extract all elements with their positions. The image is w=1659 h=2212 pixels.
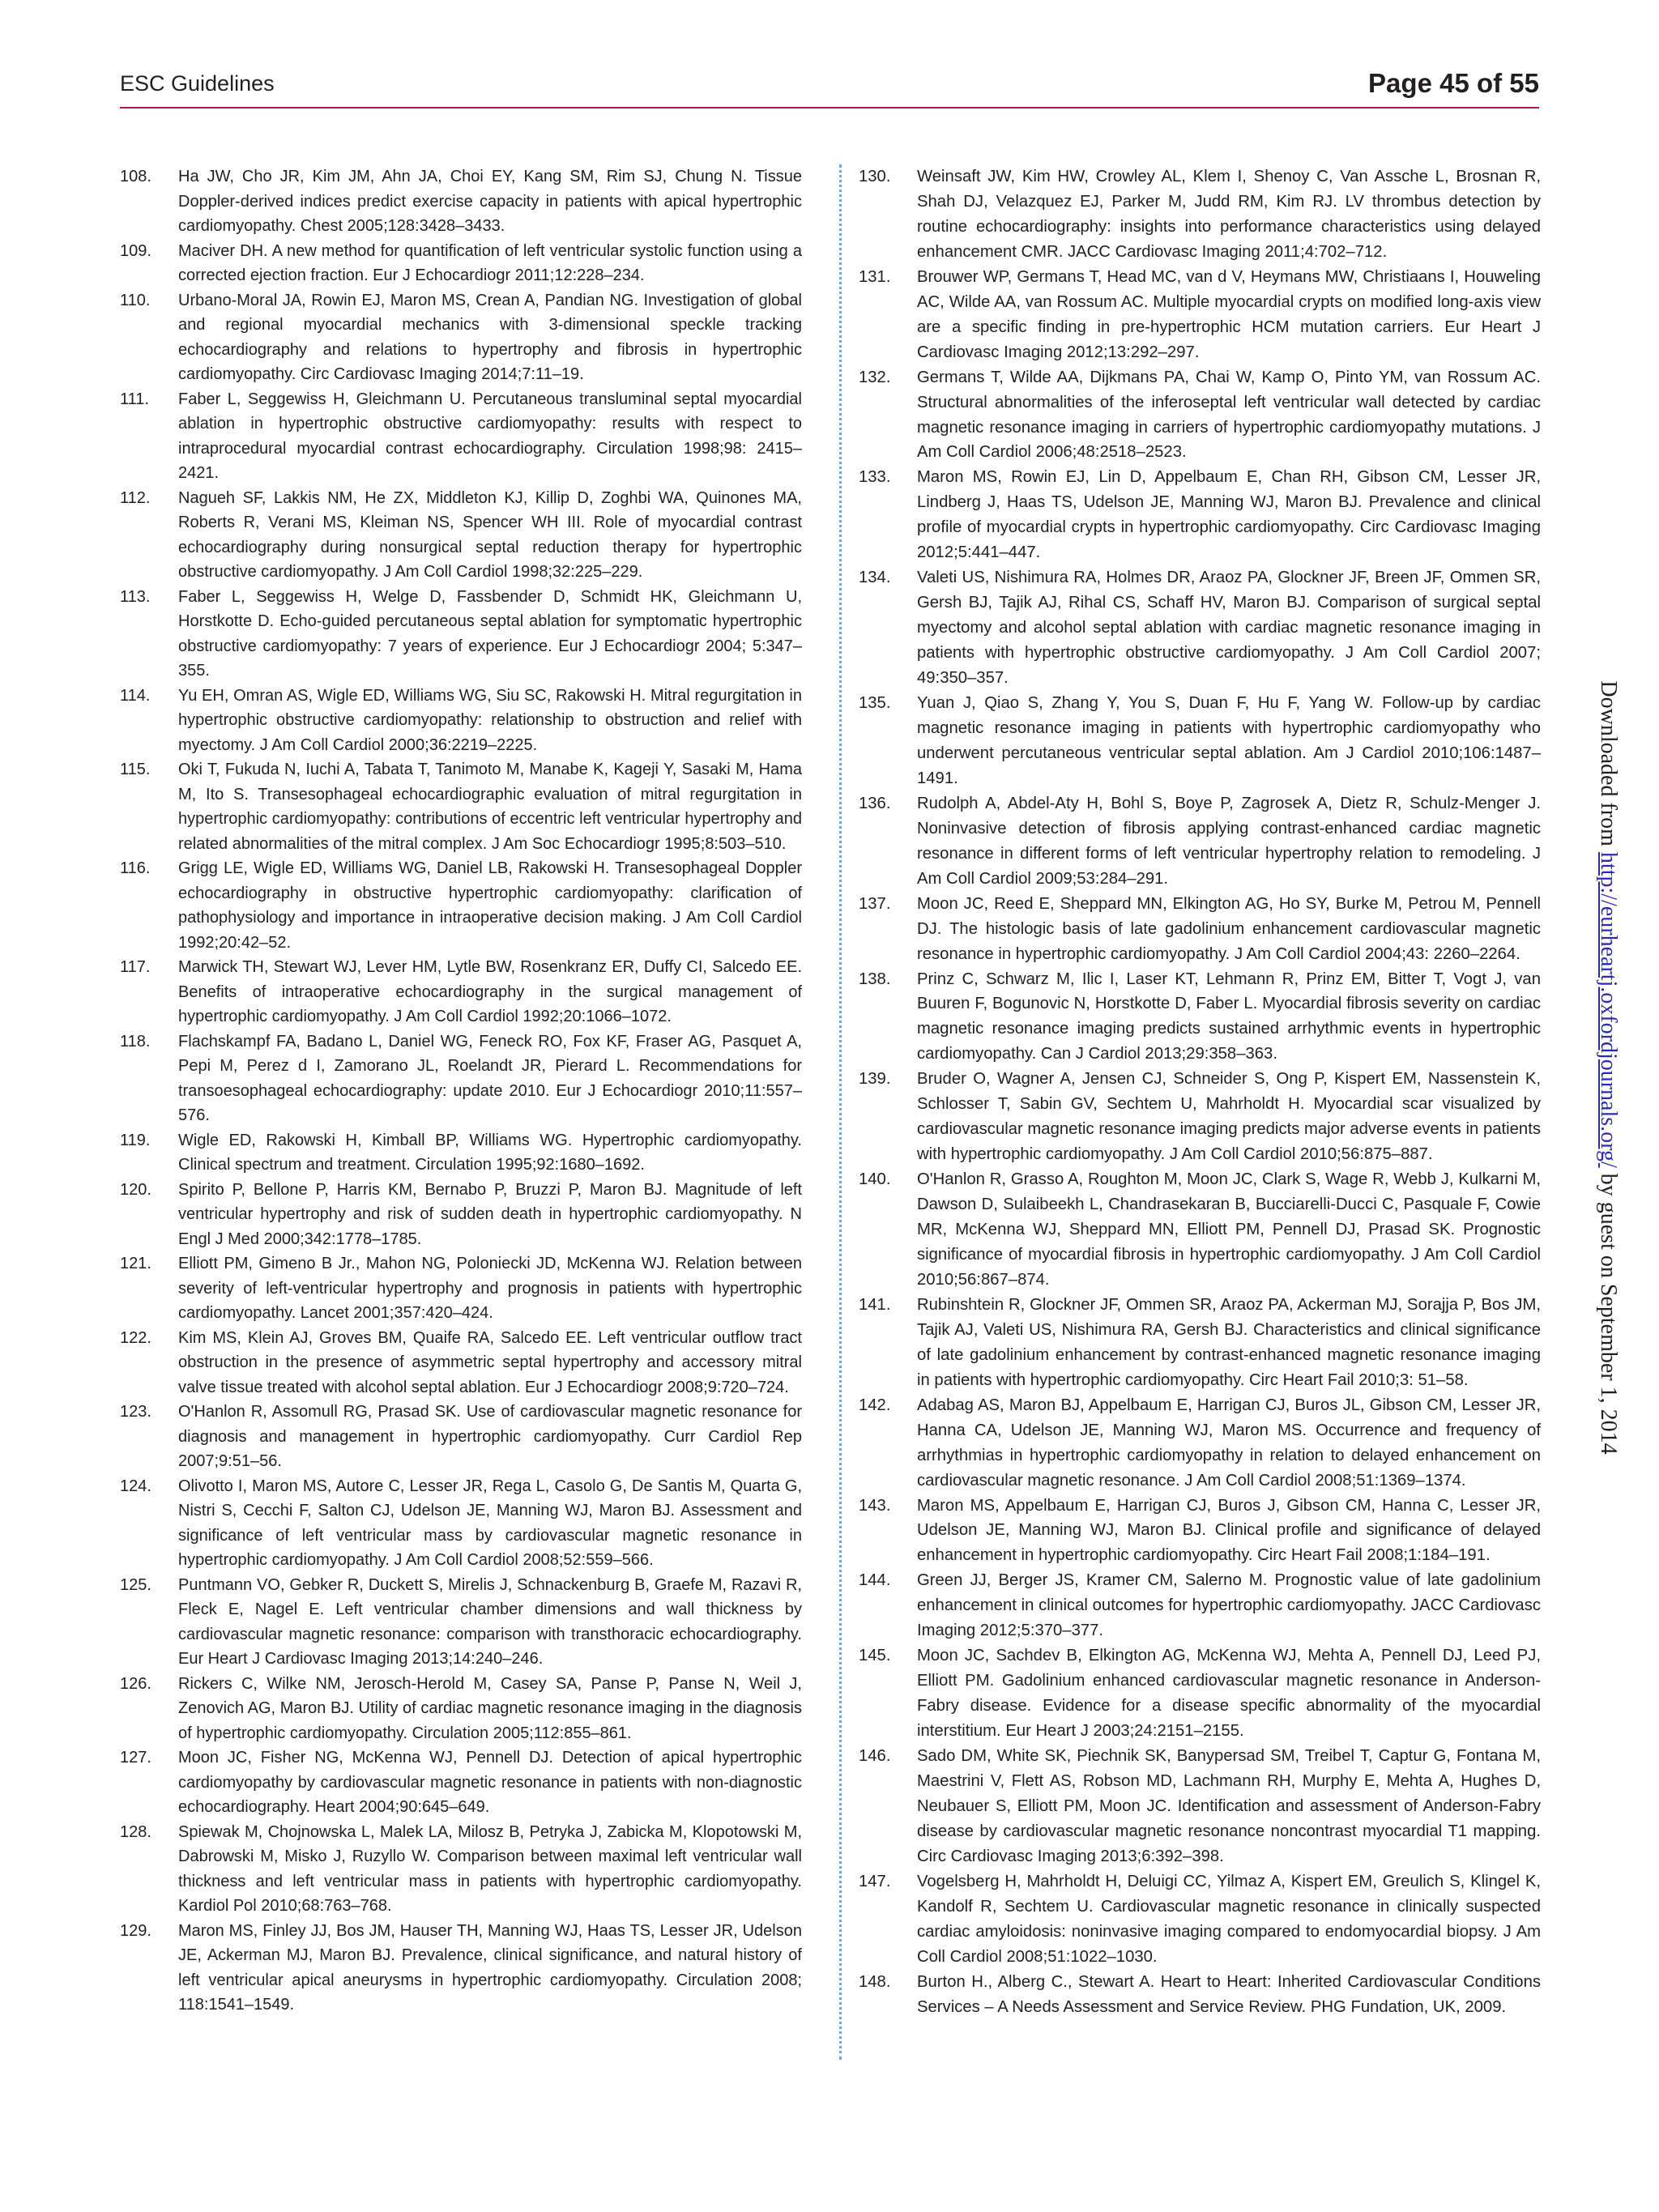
reference-item bbox=[120, 1326, 802, 1400]
reference-number: 110. bbox=[120, 291, 151, 309]
references-left-column bbox=[120, 164, 802, 2018]
references-right-column bbox=[859, 164, 1541, 2020]
reference-number: 117. bbox=[120, 958, 151, 976]
reference-number: 134. bbox=[859, 569, 891, 587]
reference-text: Bruder O, Wagner A, Jensen CJ, Schneider S, Ong P, Kispert EM, Nassenstein K, Schlosser T, Sabin GV, Sechtem U, Mahrholdt H. Myocardial scar visualized by cardiovascular magnetic resonance imaging predicts major adverse events in patients with hypertrophic cardiomyopathy. J Am Coll Cardiol 2010;56:875–887. bbox=[917, 1070, 1541, 1164]
reference-item bbox=[120, 387, 802, 486]
reference-item bbox=[120, 585, 802, 684]
reference-number: 125. bbox=[120, 1575, 151, 1594]
reference-item bbox=[859, 365, 1541, 466]
reference-item bbox=[120, 239, 802, 288]
reference-item bbox=[859, 1393, 1541, 1494]
reference-item bbox=[120, 1178, 802, 1252]
reference-text: Moon JC, Fisher NG, McKenna WJ, Pennell DJ. Detection of apical hypertrophic cardiomyopathy by cardiovascular magnetic resonance in patients with non-diagnostic echocardiography. Heart 2004;90:645–649. bbox=[178, 1749, 802, 1816]
header-rule bbox=[120, 107, 1539, 109]
reference-text: Rubinshtein R, Glockner JF, Ommen SR, Araoz PA, Ackerman MJ, Sorajja P, Bos JM, Tajik AJ, Valeti US, Nishimura RA, Gersh BJ. Characteristics and clinical significance of late gadolinium enhancement by contrast-enhanced magnetic resonance imaging in patients with hypertrophic cardiomyopathy. Circ Heart Fail 2010;3: 51–58. bbox=[917, 1295, 1541, 1389]
reference-number: 118. bbox=[120, 1032, 151, 1051]
reference-item bbox=[859, 164, 1541, 265]
reference-item bbox=[120, 757, 802, 856]
reference-number: 112. bbox=[120, 488, 151, 507]
reference-item bbox=[120, 164, 802, 239]
reference-text: Maron MS, Finley JJ, Bos JM, Hauser TH, Manning WJ, Haas TS, Lesser JR, Udelson JE, Ackerman MJ, Maron BJ. Prevalence, clinical significance, and natural history of left ventricular apical aneurysms in hypertrophic cardiomyopathy. Circulation 2008; 118:1541–1549. bbox=[178, 1921, 802, 2014]
reference-item bbox=[859, 791, 1541, 892]
reference-number: 123. bbox=[120, 1403, 151, 1421]
reference-number: 142. bbox=[859, 1396, 891, 1414]
reference-number: 116. bbox=[120, 859, 151, 877]
reference-item bbox=[859, 1293, 1541, 1393]
reference-item bbox=[859, 265, 1541, 365]
reference-number: 122. bbox=[120, 1328, 151, 1347]
reference-item bbox=[859, 1643, 1541, 1744]
reference-item bbox=[120, 1128, 802, 1178]
reference-text: Kim MS, Klein AJ, Groves BM, Quaife RA, Salcedo EE. Left ventricular outflow tract obstruction in the presence of asymmetric septal hypertrophy and accessory mitral valve tissue treated with alcohol septal ablation. Eur J Echocardiogr 2008;9:720–724. bbox=[178, 1328, 802, 1396]
reference-item bbox=[859, 691, 1541, 791]
reference-number: 132. bbox=[859, 368, 891, 386]
reference-number: 108. bbox=[120, 168, 151, 185]
page-number: Page 45 of 55 bbox=[1368, 68, 1539, 98]
reference-text: Oki T, Fukuda N, Iuchi A, Tabata T, Tanimoto M, Manabe K, Kageji Y, Sasaki M, Hama M, Ito S. Transesophageal echocardiographic evaluation of mitral regurgitation in hypertrophic cardiomyopathy: contributions of eccentric left ventricular hypertrophy and related abnormalities of the mitral complex. J Am Soc Echocardiogr 1995;8:503–510. bbox=[178, 761, 802, 853]
download-notice-prefix: Downloaded from bbox=[1596, 680, 1621, 852]
reference-text: Elliott PM, Gimeno B Jr., Mahon NG, Poloniecki JD, McKenna WJ. Relation between severity of left-ventricular hypertrophy and prognosis in patients with hypertrophic cardiomyopathy. Lancet 2001;357:420–424. bbox=[178, 1255, 802, 1322]
reference-item bbox=[120, 1672, 802, 1746]
reference-text: Prinz C, Schwarz M, Ilic I, Laser KT, Lehmann R, Prinz EM, Bitter T, Vogt J, van Buuren F, Bogunovic N, Horstkotte D, Faber L. Myocardial fibrosis severity on cardiac magnetic resonance imaging predicts sustained arrhythmic events in hypertrophic cardiomyopathy. Can J Cardiol 2013;29:358–363. bbox=[917, 970, 1541, 1063]
reference-text: Spirito P, Bellone P, Harris KM, Bernabo P, Bruzzi P, Maron BJ. Magnitude of left ventricular hypertrophy and risk of sudden death in hypertrophic cardiomyopathy. N Engl J Med 2000;342:1778–1785. bbox=[178, 1180, 802, 1248]
reference-item bbox=[859, 967, 1541, 1068]
reference-number: 120. bbox=[120, 1180, 151, 1199]
reference-text: Marwick TH, Stewart WJ, Lever HM, Lytle BW, Rosenkranz ER, Duffy CI, Salcedo EE. Benefits of intraoperative echocardiography in the surgical management of hypertrophic cardiomyopathy. J Am Coll Cardiol 1992;20:1066–1072. bbox=[178, 958, 802, 1025]
reference-number: 126. bbox=[120, 1674, 151, 1693]
reference-number: 113. bbox=[120, 587, 151, 606]
reference-text: Faber L, Seggewiss H, Gleichmann U. Percutaneous transluminal septal myocardial ablation in hypertrophic obstructive cardiomyopathy: results with respect to intraprocedural myocardial contrast echocardiography. Circulation 1998;98: 2415–2421. bbox=[178, 390, 802, 482]
reference-text: Spiewak M, Chojnowska L, Malek LA, Milosz B, Petryka J, Zabicka M, Klopotowski M, Dabrowski M, Misko J, Ruzyllo W. Comparison between maximal left ventricular wall thickness and left ventricular mass in patients with hypertrophic cardiomyopathy. Kardiol Pol 2010;68:763–768. bbox=[178, 1822, 802, 1915]
reference-text: Green JJ, Berger JS, Kramer CM, Salerno M. Prognostic value of late gadolinium enhancement in clinical outcomes for hypertrophic cardiomyopathy. JACC Cardiovasc Imaging 2012;5:370–377. bbox=[917, 1571, 1541, 1640]
reference-item bbox=[859, 565, 1541, 691]
reference-number: 119. bbox=[120, 1131, 151, 1149]
reference-item bbox=[120, 1474, 802, 1573]
reference-number: 139. bbox=[859, 1070, 891, 1089]
reference-text: Maron MS, Rowin EJ, Lin D, Appelbaum E, Chan RH, Gibson CM, Lesser JR, Lindberg J, Haas TS, Udelson JE, Manning WJ, Maron BJ. Prevalence and clinical profile of myocardial crypts in hypertrophic cardiomyopathy. Circ Cardiovasc Imaging 2012;5:441–447. bbox=[917, 468, 1541, 562]
reference-text: Vogelsberg H, Mahrholdt H, Deluigi CC, Yilmaz A, Kispert EM, Greulich S, Klingel K, Kandolf R, Sechtem U. Cardiovascular magnetic resonance in clinically suspected cardiac amyloidosis: noninvasive imaging compared to endomyocardial biopsy. J Am Coll Cardiol 2008;51:1022–1030. bbox=[917, 1872, 1541, 1966]
column-divider bbox=[839, 164, 842, 2060]
reference-item bbox=[120, 1400, 802, 1474]
reference-number: 124. bbox=[120, 1477, 151, 1495]
reference-item bbox=[120, 486, 802, 585]
reference-text: Rickers C, Wilke NM, Jerosch-Herold M, Casey SA, Panse P, Panse N, Weil J, Zenovich AG, Maron BJ. Utility of cardiac magnetic resonance imaging in the diagnosis of hypertrophic cardiomyopathy. Circulation 2005;112:855–861. bbox=[178, 1674, 802, 1742]
reference-number: 148. bbox=[859, 1972, 891, 1991]
reference-item bbox=[120, 1919, 802, 2018]
reference-text: Puntmann VO, Gebker R, Duckett S, Mirelis J, Schnackenburg B, Graefe M, Razavi R, Fleck E, Nagel E. Left ventricular chamber dimensions and wall thickness by cardiovascular magnetic resonance: comparison with transthoracic echocardiography. Eur Heart J Cardiovasc Imaging 2013;14:240–246. bbox=[178, 1575, 802, 1668]
reference-number: 109. bbox=[120, 241, 151, 260]
reference-number: 138. bbox=[859, 970, 891, 988]
reference-text: Nagueh SF, Lakkis NM, He ZX, Middleton KJ, Killip D, Zoghbi WA, Quinones MA, Roberts R, Verani MS, Kleiman NS, Spencer WH III. Role of myocardial contrast echocardiography during nonsurgical septal reduction therapy for hypertrophic obstructive cardiomyopathy. J Am Coll Cardiol 1998;32:225–229. bbox=[178, 488, 802, 581]
reference-text: Maron MS, Appelbaum E, Harrigan CJ, Buros J, Gibson CM, Hanna C, Lesser JR, Udelson JE, Manning WJ, Maron BJ. Clinical profile and significance of delayed enhancement in hypertrophic cardiomyopathy. Circ Heart Fail 2008;1:184–191. bbox=[917, 1496, 1541, 1565]
reference-number: 145. bbox=[859, 1647, 891, 1665]
reference-number: 147. bbox=[859, 1872, 891, 1890]
reference-text: Grigg LE, Wigle ED, Williams WG, Daniel LB, Rakowski H. Transesophageal Doppler echocardiography in obstructive hypertrophic cardiomyopathy: clarification of pathophysiology and importance in intraoperative decision making. J Am Coll Cardiol 1992;20:42–52. bbox=[178, 859, 802, 952]
reference-text: O'Hanlon R, Assomull RG, Prasad SK. Use of cardiovascular magnetic resonance for diagnosis and management in hypertrophic cardiomyopathy. Curr Cardiol Rep 2007;9:51–56. bbox=[178, 1403, 802, 1470]
reference-number: 127. bbox=[120, 1749, 151, 1767]
reference-item bbox=[120, 955, 802, 1029]
reference-item bbox=[120, 856, 802, 955]
reference-number: 144. bbox=[859, 1571, 891, 1590]
reference-text: Faber L, Seggewiss H, Welge D, Fassbender D, Schmidt HK, Gleichmann U, Horstkotte D. Echo-guided percutaneous septal ablation for symptomatic hypertrophic obstructive cardiomyopathy: 7 years of experience. Eur J Echocardiogr 2004; 5:347–355. bbox=[178, 587, 802, 680]
reference-item bbox=[120, 1251, 802, 1326]
download-notice-suffix: by guest on September 1, 2014 bbox=[1596, 1167, 1621, 1455]
reference-number: 131. bbox=[859, 267, 891, 286]
running-title: ESC Guidelines bbox=[120, 71, 275, 96]
reference-item bbox=[120, 1745, 802, 1820]
journal-link[interactable]: http://eurheartj.oxfordjournals.org/ bbox=[1596, 851, 1621, 1168]
reference-text: Olivotto I, Maron MS, Autore C, Lesser JR, Rega L, Casolo G, De Santis M, Quarta G, Nistri S, Cecchi F, Salton CJ, Udelson JE, Manning WJ, Maron BJ. Assessment and significance of left ventricular mass by cardiovascular magnetic resonance in hypertrophic cardiomyopathy. J Am Coll Cardiol 2008;52:559–566. bbox=[178, 1477, 802, 1569]
reference-item bbox=[859, 1568, 1541, 1643]
page-header bbox=[120, 68, 1539, 109]
reference-text: Moon JC, Sachdev B, Elkington AG, McKenna WJ, Mehta A, Pennell DJ, Leed PJ, Elliott PM. Gadolinium enhanced cardiovascular magnetic resonance in Anderson-Fabry disease. Evidence for a disease specific abnormality of the myocardial interstitium. Eur Heart J 2003;24:2151–2155. bbox=[917, 1647, 1541, 1741]
reference-number: 137. bbox=[859, 894, 891, 913]
reference-item bbox=[859, 465, 1541, 565]
reference-item bbox=[120, 288, 802, 387]
reference-text: Rudolph A, Abdel-Aty H, Bohl S, Boye P, Zagrosek A, Dietz R, Schulz-Menger J. Noninvasive detection of fibrosis applying contrast-enhanced cardiac magnetic resonance in different forms of left ventricular hypertrophy relation to remodeling. J Am Coll Cardiol 2009;53:284–291. bbox=[917, 794, 1541, 888]
reference-number: 135. bbox=[859, 694, 891, 713]
reference-text: Urbano-Moral JA, Rowin EJ, Maron MS, Crean A, Pandian NG. Investigation of global and regional myocardial mechanics with 3-dimensional speckle tracking echocardiography and relations to hypertrophy and fibrosis in hypertrophic cardiomyopathy. Circ Cardiovasc Imaging 2014;7:11–19. bbox=[178, 291, 802, 383]
reference-text: Burton H., Alberg C., Stewart A. Heart to Heart: Inherited Cardiovascular Conditions Services – A Needs Assessment and Service Review. PHG Fundation, UK, 2009. bbox=[917, 1972, 1541, 2016]
reference-text: O'Hanlon R, Grasso A, Roughton M, Moon JC, Clark S, Wage R, Webb J, Kulkarni M, Dawson D, Sulaibeekh L, Chandrasekaran B, Bucciarelli-Ducci C, Pasquale F, Cowie MR, McKenna WJ, Sheppard MN, Elliott PM, Pennell DJ, Prasad SK. Prognostic significance of myocardial fibrosis in hypertrophic cardiomyopathy. J Am Coll Cardiol 2010;56:867–874. bbox=[917, 1170, 1541, 1289]
reference-item bbox=[859, 1494, 1541, 1569]
reference-text: Sado DM, White SK, Piechnik SK, Banypersad SM, Treibel T, Captur G, Fontana M, Maestrini V, Flett AS, Robson MD, Lachmann RH, Murphy E, Mehta A, Hughes D, Neubauer S, Elliott PM, Moon JC. Identification and assessment of Anderson-Fabry disease by cardiovascular magnetic resonance noncontrast myocardial T1 mapping. Circ Cardiovasc Imaging 2013;6:392–398. bbox=[917, 1747, 1541, 1865]
reference-number: 111. bbox=[120, 390, 149, 408]
reference-number: 128. bbox=[120, 1822, 151, 1841]
reference-text: Weinsaft JW, Kim HW, Crowley AL, Klem I, Shenoy C, Van Assche L, Brosnan R, Shah DJ, Velazquez EJ, Parker M, Judd RM, Kim RJ. LV thrombus detection by routine echocardiography: insights into performance characteristics using delayed enhancement CMR. JACC Cardiovasc Imaging 2011;4:702–712. bbox=[917, 168, 1541, 261]
reference-number: 114. bbox=[120, 686, 151, 705]
reference-text: Adabag AS, Maron BJ, Appelbaum E, Harrigan CJ, Buros JL, Gibson CM, Lesser JR, Hanna CA, Udelson JE, Manning WJ, Maron MS. Occurrence and frequency of arrhythmias in hypertrophic cardiomyopathy in relation to delayed enhancement on cardiovascular magnetic resonance. J Am Coll Cardiol 2008;51:1369–1374. bbox=[917, 1396, 1541, 1490]
reference-item bbox=[859, 1970, 1541, 2020]
reference-text: Yu EH, Omran AS, Wigle ED, Williams WG, Siu SC, Rakowski H. Mitral regurgitation in hypertrophic obstructive cardiomyopathy: relationship to obstruction and relief with myectomy. J Am Coll Cardiol 2000;36:2219–2225. bbox=[178, 686, 802, 754]
reference-text: Brouwer WP, Germans T, Head MC, van d V, Heymans MW, Christiaans I, Houweling AC, Wilde AA, van Rossum AC. Multiple myocardial crypts on modified long-axis view are a specific finding in pre-hypertrophic HCM mutation carriers. Eur Heart J Cardiovasc Imaging 2012;13:292–297. bbox=[917, 267, 1541, 361]
reference-text: Valeti US, Nishimura RA, Holmes DR, Araoz PA, Glockner JF, Breen JF, Ommen SR, Gersh BJ, Tajik AJ, Rihal CS, Schaff HV, Maron BJ. Comparison of surgical septal myectomy and alcohol septal ablation with cardiac magnetic resonance imaging in patients with hypertrophic obstructive cardiomyopathy. J Am Coll Cardiol 2007; 49:350–357. bbox=[917, 569, 1541, 688]
reference-text: Germans T, Wilde AA, Dijkmans PA, Chai W, Kamp O, Pinto YM, van Rossum AC. Structural abnormalities of the inferoseptal left ventricular wall detected by cardiac magnetic resonance imaging in carriers of hypertrophic cardiomyopathy mutations. J Am Coll Cardiol 2006;48:2518–2523. bbox=[917, 368, 1541, 462]
reference-item bbox=[859, 1167, 1541, 1293]
reference-text: Moon JC, Reed E, Sheppard MN, Elkington AG, Ho SY, Burke M, Petrou M, Pennell DJ. The histologic basis of late gadolinium enhancement cardiovascular magnetic resonance in hypertrophic cardiomyopathy. J Am Coll Cardiol 2004;43: 2260–2264. bbox=[917, 894, 1541, 963]
reference-number: 146. bbox=[859, 1747, 891, 1766]
reference-number: 129. bbox=[120, 1921, 151, 1940]
reference-number: 121. bbox=[120, 1255, 151, 1272]
reference-item bbox=[859, 892, 1541, 967]
reference-item bbox=[859, 1869, 1541, 1970]
reference-number: 115. bbox=[120, 761, 151, 778]
reference-item bbox=[120, 1573, 802, 1672]
reference-text: Yuan J, Qiao S, Zhang Y, You S, Duan F, Hu F, Yang W. Follow-up by cardiac magnetic resonance imaging in patients with hypertrophic cardiomyopathy who underwent percutaneous ventricular septal ablation. Am J Cardiol 2010;106:1487–1491. bbox=[917, 694, 1541, 787]
reference-item bbox=[859, 1067, 1541, 1167]
reference-item bbox=[859, 1744, 1541, 1869]
reference-item bbox=[120, 1029, 802, 1128]
reference-text: Flachskampf FA, Badano L, Daniel WG, Feneck RO, Fox KF, Fraser AG, Pasquet A, Pepi M, Perez d I, Zamorano JL, Roelandt JR, Pierard L. Recommendations for transoesophageal echocardiography: update 2010. Eur J Echocardiogr 2010;11:557–576. bbox=[178, 1032, 802, 1124]
reference-item bbox=[120, 1820, 802, 1919]
reference-text: Ha JW, Cho JR, Kim JM, Ahn JA, Choi EY, Kang SM, Rim SJ, Chung N. Tissue Doppler-derived indices predict exercise capacity in patients with apical hypertrophic cardiomyopathy. Chest 2005;128:3428–3433. bbox=[178, 168, 802, 235]
reference-number: 143. bbox=[859, 1496, 891, 1515]
reference-number: 133. bbox=[859, 468, 891, 487]
reference-text: Maciver DH. A new method for quantification of left ventricular systolic function using a corrected ejection fraction. Eur J Echocardiogr 2011;12:228–234. bbox=[178, 241, 802, 284]
reference-item bbox=[120, 684, 802, 758]
reference-text: Wigle ED, Rakowski H, Kimball BP, Williams WG. Hypertrophic cardiomyopathy. Clinical spectrum and treatment. Circulation 1995;92:1680–1692. bbox=[178, 1131, 802, 1174]
reference-number: 140. bbox=[859, 1170, 891, 1189]
reference-number: 130. bbox=[859, 168, 891, 185]
reference-number: 136. bbox=[859, 794, 891, 812]
reference-number: 141. bbox=[859, 1295, 891, 1314]
